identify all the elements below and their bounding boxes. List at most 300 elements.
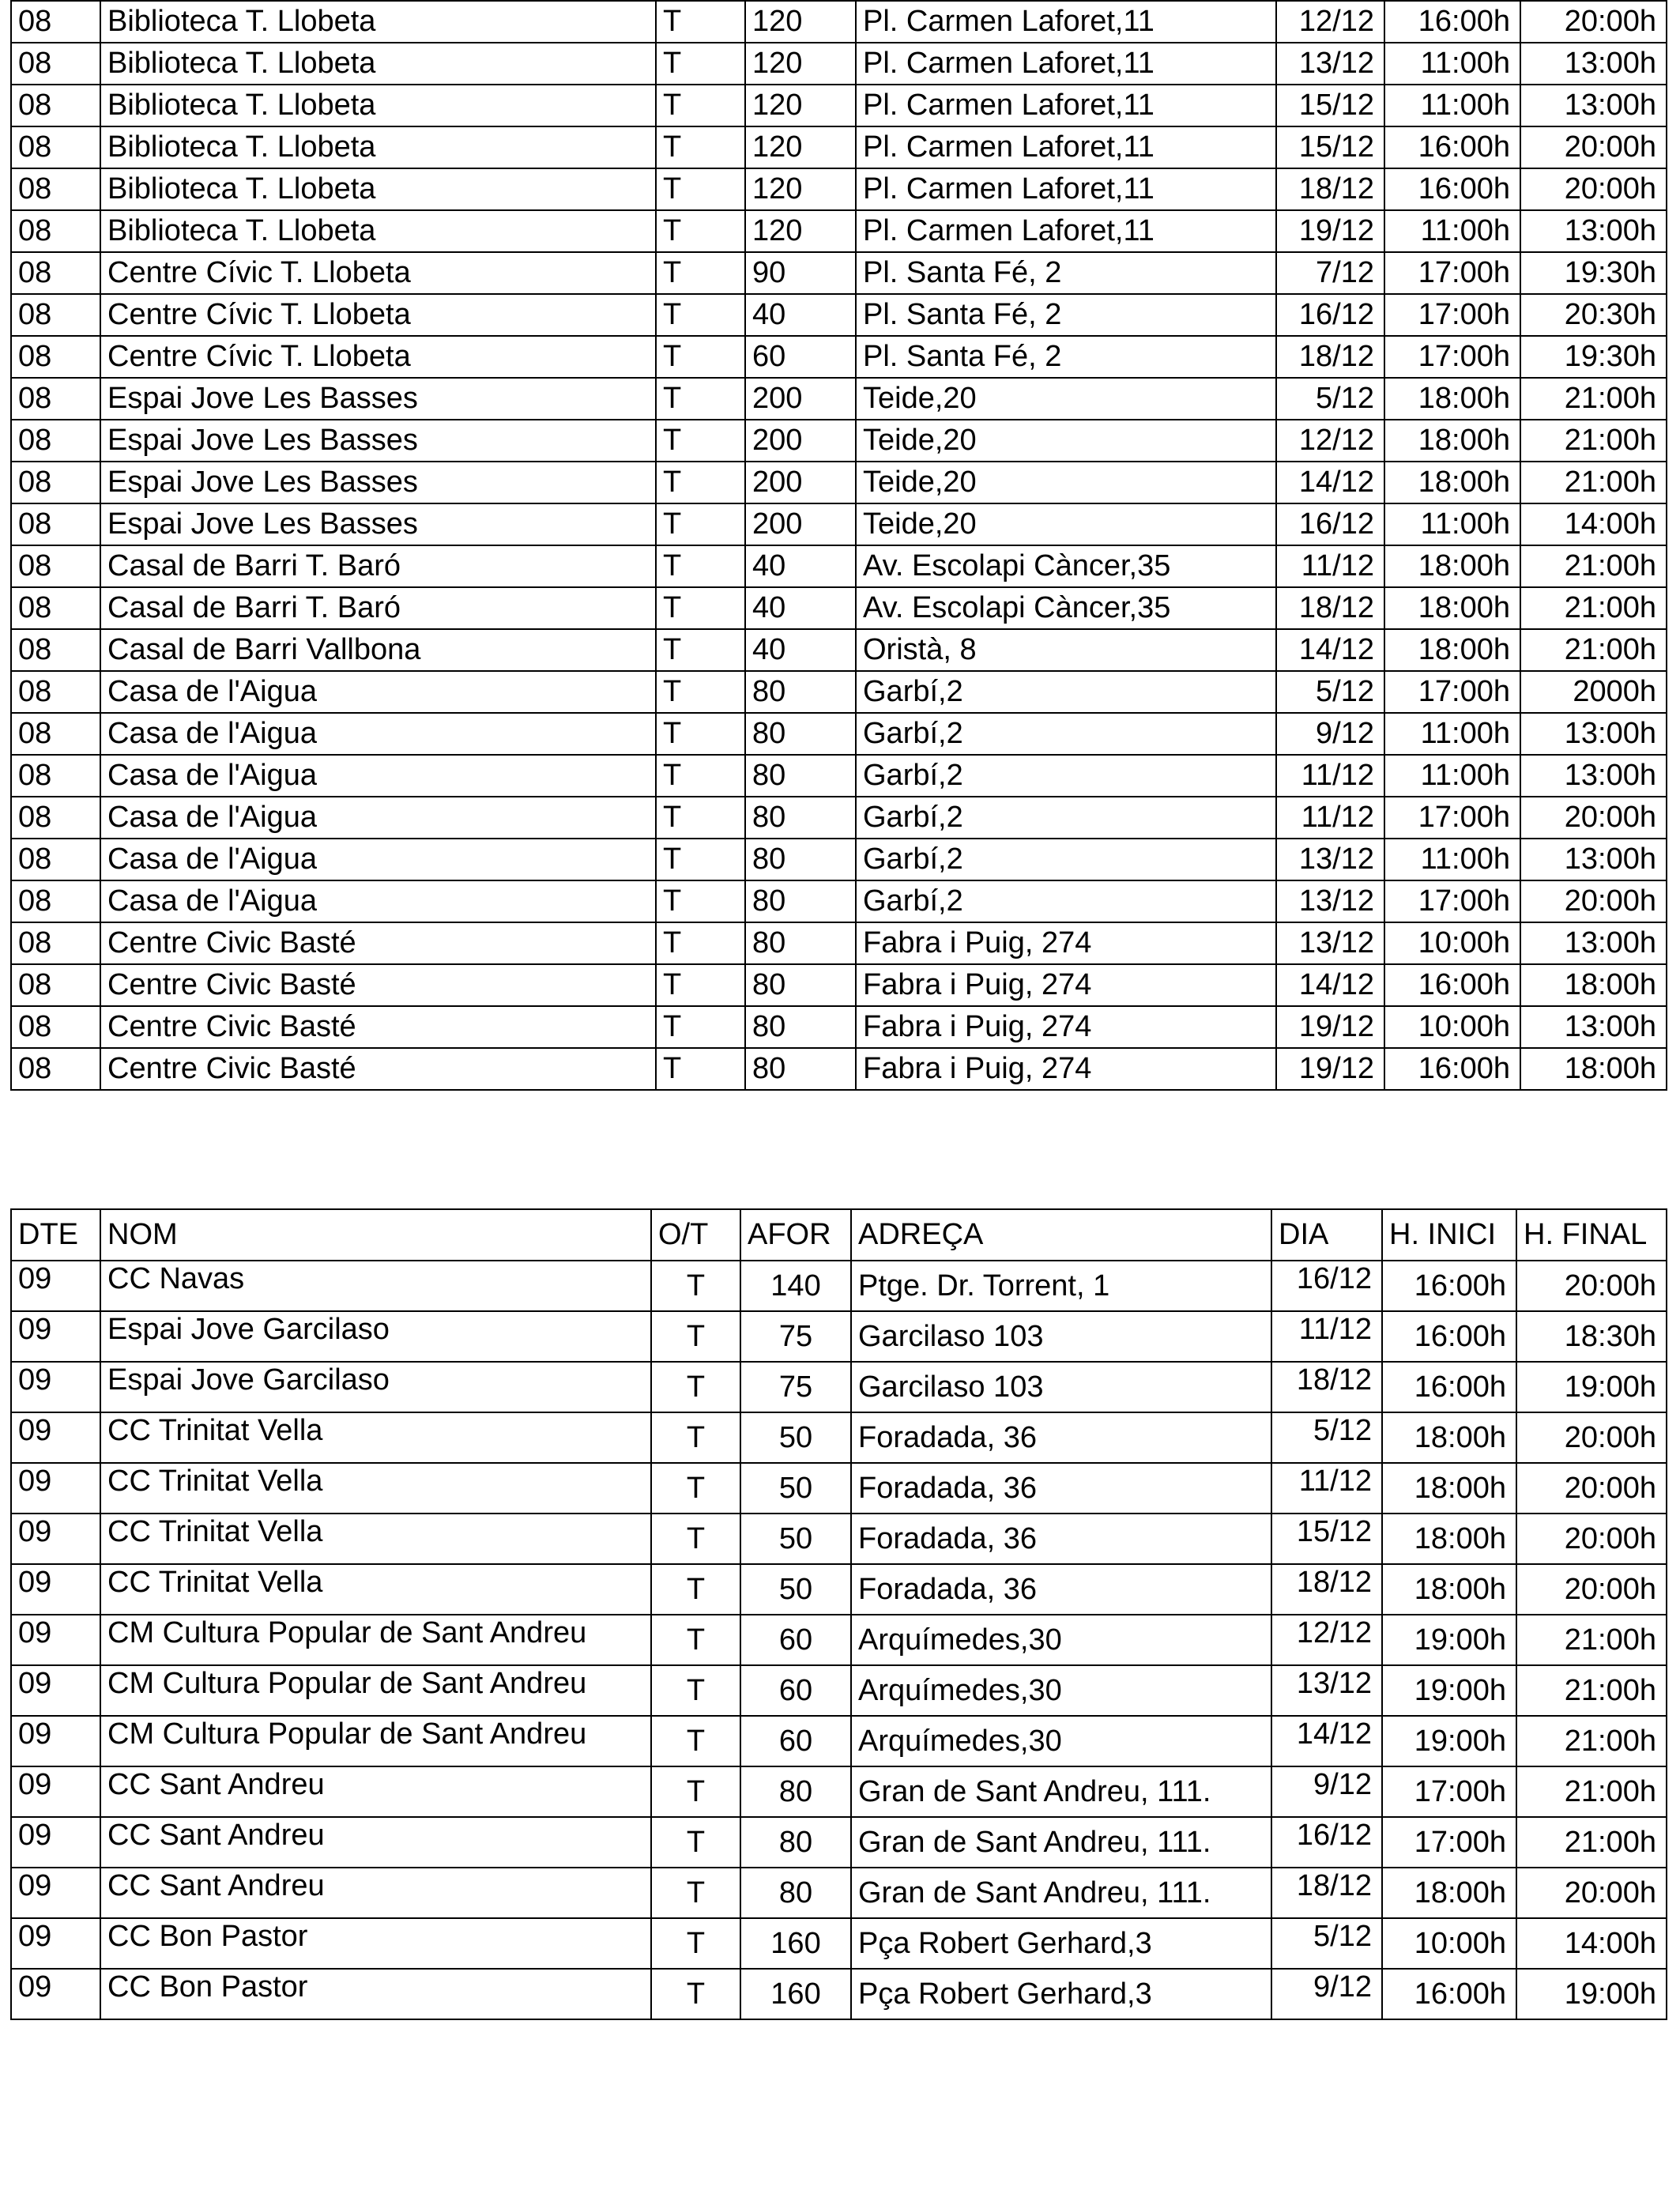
cell-adreca: Pça Robert Gerhard,3 (851, 1969, 1271, 2019)
cell-h-inici: 16:00h (1382, 1261, 1516, 1311)
cell-h-inici: 18:00h (1382, 1412, 1516, 1463)
cell-dte: 08 (11, 1048, 100, 1090)
cell-nom: Biblioteca T. Llobeta (100, 210, 656, 252)
cell-ot: T (651, 1412, 740, 1463)
cell-h-inici: 11:00h (1384, 503, 1520, 545)
table-row (11, 629, 1667, 671)
cell-afor: 75 (740, 1362, 851, 1412)
cell-h-final: 14:00h (1520, 503, 1667, 545)
cell-afor: 80 (740, 1817, 851, 1868)
cell-dia: 14/12 (1271, 1716, 1382, 1766)
cell-afor: 40 (745, 629, 856, 671)
cell-dia: 18/12 (1271, 1362, 1382, 1412)
cell-ot: T (656, 85, 745, 126)
cell-ot: T (651, 1564, 740, 1615)
cell-h-inici: 16:00h (1384, 168, 1520, 210)
cell-h-final: 19:30h (1520, 336, 1667, 378)
cell-dia: 19/12 (1276, 1006, 1384, 1048)
cell-afor: 80 (745, 964, 856, 1006)
cell-dte: 09 (11, 1615, 100, 1665)
cell-h-inici: 17:00h (1384, 294, 1520, 336)
cell-h-inici: 18:00h (1384, 629, 1520, 671)
cell-dte: 09 (11, 1261, 100, 1311)
cell-ot: T (656, 671, 745, 713)
cell-h-inici: 11:00h (1384, 839, 1520, 880)
cell-nom: Biblioteca T. Llobeta (100, 168, 656, 210)
table-row (11, 1048, 1667, 1090)
cell-dte: 09 (11, 1362, 100, 1412)
cell-adreca: Pl. Santa Fé, 2 (856, 336, 1276, 378)
cell-afor: 80 (745, 671, 856, 713)
cell-h-final: 20:30h (1520, 294, 1667, 336)
cell-adreca: Foradada, 36 (851, 1412, 1271, 1463)
cell-nom: Casa de l'Aigua (100, 880, 656, 922)
cell-nom: Espai Jove Les Basses (100, 420, 656, 462)
table-district-09 (10, 1208, 1667, 2020)
cell-afor: 50 (740, 1514, 851, 1564)
cell-ot: T (651, 1969, 740, 2019)
cell-ot: T (656, 964, 745, 1006)
cell-h-inici: 16:00h (1384, 964, 1520, 1006)
cell-nom: Casal de Barri T. Baró (100, 587, 656, 629)
cell-dia: 13/12 (1276, 922, 1384, 964)
table-row (11, 503, 1667, 545)
cell-adreca: Garbí,2 (856, 713, 1276, 755)
cell-nom: Casa de l'Aigua (100, 713, 656, 755)
cell-h-final: 21:00h (1516, 1817, 1667, 1868)
cell-h-final: 21:00h (1516, 1615, 1667, 1665)
cell-dte: 08 (11, 797, 100, 839)
cell-dte: 09 (11, 1564, 100, 1615)
cell-h-final: 18:00h (1520, 1048, 1667, 1090)
cell-h-inici: 18:00h (1382, 1463, 1516, 1514)
cell-ot: T (651, 1261, 740, 1311)
cell-adreca: Garcilaso 103 (851, 1311, 1271, 1362)
cell-h-inici: 16:00h (1382, 1311, 1516, 1362)
cell-nom: CC Trinitat Vella (100, 1564, 651, 1615)
table-row (11, 1, 1667, 43)
cell-dia: 13/12 (1276, 880, 1384, 922)
cell-nom: Casal de Barri Vallbona (100, 629, 656, 671)
cell-nom: Casa de l'Aigua (100, 671, 656, 713)
cell-afor: 120 (745, 126, 856, 168)
cell-adreca: Garbí,2 (856, 839, 1276, 880)
cell-adreca: Oristà, 8 (856, 629, 1276, 671)
cell-h-inici: 11:00h (1384, 210, 1520, 252)
cell-nom: Centre Cívic T. Llobeta (100, 294, 656, 336)
cell-dte: 08 (11, 713, 100, 755)
table-row (11, 964, 1667, 1006)
cell-dia: 13/12 (1276, 43, 1384, 85)
cell-h-inici: 17:00h (1384, 671, 1520, 713)
cell-dia: 11/12 (1276, 755, 1384, 797)
cell-dia: 11/12 (1276, 797, 1384, 839)
cell-h-inici: 11:00h (1384, 85, 1520, 126)
cell-ot: T (651, 1362, 740, 1412)
cell-nom: Casa de l'Aigua (100, 797, 656, 839)
cell-dte: 08 (11, 294, 100, 336)
cell-dte: 08 (11, 336, 100, 378)
cell-dia: 5/12 (1271, 1918, 1382, 1969)
cell-afor: 200 (745, 420, 856, 462)
cell-h-inici: 16:00h (1382, 1969, 1516, 2019)
cell-nom: CC Bon Pastor (100, 1918, 651, 1969)
cell-h-final: 21:00h (1516, 1716, 1667, 1766)
cell-ot: T (656, 168, 745, 210)
cell-afor: 80 (745, 880, 856, 922)
cell-h-inici: 18:00h (1384, 545, 1520, 587)
cell-dte: 08 (11, 168, 100, 210)
header-ot: O/T (651, 1209, 740, 1261)
cell-afor: 120 (745, 43, 856, 85)
cell-h-inici: 19:00h (1382, 1615, 1516, 1665)
cell-dte: 09 (11, 1817, 100, 1868)
cell-dte: 08 (11, 378, 100, 420)
cell-h-final: 13:00h (1520, 210, 1667, 252)
table-row (11, 43, 1667, 85)
cell-dte: 09 (11, 1514, 100, 1564)
cell-ot: T (651, 1766, 740, 1817)
cell-dia: 18/12 (1271, 1564, 1382, 1615)
cell-nom: CC Trinitat Vella (100, 1412, 651, 1463)
cell-ot: T (656, 503, 745, 545)
cell-h-final: 21:00h (1520, 420, 1667, 462)
cell-nom: Centre Civic Basté (100, 1048, 656, 1090)
table-row (11, 713, 1667, 755)
table-row (11, 378, 1667, 420)
cell-nom: Espai Jove Les Basses (100, 503, 656, 545)
cell-adreca: Pl. Santa Fé, 2 (856, 294, 1276, 336)
cell-h-inici: 11:00h (1384, 713, 1520, 755)
table-row (11, 1766, 1667, 1817)
cell-dia: 5/12 (1271, 1412, 1382, 1463)
cell-nom: Centre Civic Basté (100, 922, 656, 964)
cell-afor: 140 (740, 1261, 851, 1311)
cell-adreca: Foradada, 36 (851, 1463, 1271, 1514)
header-h-final: H. FINAL (1516, 1209, 1667, 1261)
table-row (11, 1261, 1667, 1311)
cell-dte: 09 (11, 1665, 100, 1716)
cell-h-inici: 10:00h (1384, 922, 1520, 964)
cell-dia: 18/12 (1276, 587, 1384, 629)
cell-ot: T (656, 755, 745, 797)
cell-h-inici: 17:00h (1384, 252, 1520, 294)
cell-ot: T (656, 545, 745, 587)
cell-afor: 40 (745, 587, 856, 629)
table-row (11, 1412, 1667, 1463)
table-district-08 (10, 0, 1667, 1091)
cell-h-inici: 19:00h (1382, 1665, 1516, 1716)
cell-nom: Biblioteca T. Llobeta (100, 1, 656, 43)
cell-nom: Casa de l'Aigua (100, 755, 656, 797)
cell-nom: Espai Jove Garcilaso (100, 1311, 651, 1362)
cell-nom: CC Sant Andreu (100, 1817, 651, 1868)
cell-adreca: Teide,20 (856, 503, 1276, 545)
cell-dte: 08 (11, 922, 100, 964)
cell-nom: CC Trinitat Vella (100, 1463, 651, 1514)
cell-ot: T (651, 1817, 740, 1868)
cell-h-final: 19:00h (1516, 1362, 1667, 1412)
cell-h-final: 21:00h (1520, 587, 1667, 629)
cell-ot: T (656, 922, 745, 964)
cell-afor: 90 (745, 252, 856, 294)
cell-nom: Centre Cívic T. Llobeta (100, 252, 656, 294)
cell-nom: Casal de Barri T. Baró (100, 545, 656, 587)
cell-h-final: 20:00h (1516, 1564, 1667, 1615)
cell-h-final: 20:00h (1520, 168, 1667, 210)
cell-h-inici: 16:00h (1382, 1362, 1516, 1412)
cell-afor: 60 (740, 1665, 851, 1716)
cell-nom: Centre Civic Basté (100, 964, 656, 1006)
cell-dia: 13/12 (1271, 1665, 1382, 1716)
cell-h-final: 21:00h (1520, 629, 1667, 671)
header-h-inici: H. INICI (1382, 1209, 1516, 1261)
cell-dia: 13/12 (1276, 839, 1384, 880)
cell-nom: Espai Jove Les Basses (100, 462, 656, 503)
cell-adreca: Pl. Carmen Laforet,11 (856, 1, 1276, 43)
cell-dte: 08 (11, 462, 100, 503)
table-row (11, 587, 1667, 629)
table-row (11, 85, 1667, 126)
cell-adreca: Teide,20 (856, 378, 1276, 420)
header-afor: AFOR (740, 1209, 851, 1261)
cell-nom: Biblioteca T. Llobeta (100, 126, 656, 168)
cell-h-final: 18:30h (1516, 1311, 1667, 1362)
table-row (11, 922, 1667, 964)
cell-h-inici: 18:00h (1384, 378, 1520, 420)
cell-h-final: 13:00h (1520, 1006, 1667, 1048)
cell-h-inici: 17:00h (1384, 797, 1520, 839)
table-row (11, 1006, 1667, 1048)
table-row (11, 1868, 1667, 1918)
cell-h-inici: 11:00h (1384, 43, 1520, 85)
table-row (11, 797, 1667, 839)
cell-adreca: Pl. Santa Fé, 2 (856, 252, 1276, 294)
table-row (11, 1615, 1667, 1665)
cell-ot: T (651, 1918, 740, 1969)
cell-adreca: Garbí,2 (856, 797, 1276, 839)
cell-ot: T (656, 1, 745, 43)
table-row (11, 1716, 1667, 1766)
cell-nom: Biblioteca T. Llobeta (100, 85, 656, 126)
cell-afor: 200 (745, 462, 856, 503)
cell-h-inici: 16:00h (1384, 1, 1520, 43)
cell-afor: 80 (745, 1048, 856, 1090)
cell-adreca: Gran de Sant Andreu, 111. (851, 1817, 1271, 1868)
cell-h-final: 20:00h (1520, 797, 1667, 839)
cell-dte: 08 (11, 43, 100, 85)
cell-afor: 80 (745, 713, 856, 755)
cell-afor: 50 (740, 1564, 851, 1615)
cell-dia: 14/12 (1276, 629, 1384, 671)
table-row (11, 126, 1667, 168)
cell-dia: 14/12 (1276, 964, 1384, 1006)
cell-dia: 16/12 (1276, 503, 1384, 545)
cell-adreca: Gran de Sant Andreu, 111. (851, 1766, 1271, 1817)
cell-nom: CC Sant Andreu (100, 1766, 651, 1817)
table-row (11, 168, 1667, 210)
cell-afor: 200 (745, 503, 856, 545)
cell-dia: 9/12 (1271, 1969, 1382, 2019)
cell-dte: 09 (11, 1412, 100, 1463)
cell-afor: 50 (740, 1463, 851, 1514)
cell-h-final: 18:00h (1520, 964, 1667, 1006)
cell-h-final: 13:00h (1520, 839, 1667, 880)
cell-afor: 40 (745, 294, 856, 336)
header-adreca: ADREÇA (851, 1209, 1271, 1261)
cell-ot: T (656, 1006, 745, 1048)
cell-afor: 80 (745, 1006, 856, 1048)
cell-h-inici: 18:00h (1384, 420, 1520, 462)
cell-ot: T (651, 1514, 740, 1564)
cell-dte: 08 (11, 671, 100, 713)
cell-dia: 16/12 (1271, 1261, 1382, 1311)
cell-ot: T (651, 1665, 740, 1716)
cell-nom: Biblioteca T. Llobeta (100, 43, 656, 85)
cell-h-final: 21:00h (1520, 378, 1667, 420)
cell-dte: 09 (11, 1766, 100, 1817)
table-row (11, 1564, 1667, 1615)
cell-afor: 60 (740, 1615, 851, 1665)
cell-afor: 160 (740, 1969, 851, 2019)
table-row (11, 880, 1667, 922)
cell-ot: T (656, 336, 745, 378)
cell-afor: 80 (745, 755, 856, 797)
cell-h-final: 21:00h (1516, 1665, 1667, 1716)
cell-adreca: Garbí,2 (856, 880, 1276, 922)
cell-dia: 12/12 (1276, 1, 1384, 43)
cell-adreca: Fabra i Puig, 274 (856, 1048, 1276, 1090)
cell-adreca: Garbí,2 (856, 671, 1276, 713)
cell-adreca: Arquímedes,30 (851, 1615, 1271, 1665)
cell-dte: 08 (11, 252, 100, 294)
cell-adreca: Pl. Carmen Laforet,11 (856, 85, 1276, 126)
cell-dte: 09 (11, 1311, 100, 1362)
table-row (11, 671, 1667, 713)
cell-h-final: 20:00h (1520, 1, 1667, 43)
cell-dia: 5/12 (1276, 378, 1384, 420)
cell-dia: 18/12 (1271, 1868, 1382, 1918)
cell-ot: T (651, 1615, 740, 1665)
cell-ot: T (656, 378, 745, 420)
cell-ot: T (651, 1868, 740, 1918)
table-row (11, 545, 1667, 587)
table-row (11, 1311, 1667, 1362)
cell-dte: 09 (11, 1463, 100, 1514)
cell-dia: 18/12 (1276, 168, 1384, 210)
cell-afor: 50 (740, 1412, 851, 1463)
cell-h-inici: 17:00h (1382, 1766, 1516, 1817)
cell-dia: 16/12 (1276, 294, 1384, 336)
cell-h-inici: 18:00h (1384, 587, 1520, 629)
cell-h-inici: 16:00h (1384, 1048, 1520, 1090)
cell-dia: 18/12 (1276, 336, 1384, 378)
cell-ot: T (651, 1716, 740, 1766)
cell-afor: 120 (745, 210, 856, 252)
cell-dte: 08 (11, 587, 100, 629)
cell-h-final: 13:00h (1520, 922, 1667, 964)
cell-dia: 19/12 (1276, 210, 1384, 252)
cell-h-final: 19:00h (1516, 1969, 1667, 2019)
cell-h-inici: 10:00h (1384, 1006, 1520, 1048)
cell-nom: CC Bon Pastor (100, 1969, 651, 2019)
cell-nom: CM Cultura Popular de Sant Andreu (100, 1716, 651, 1766)
cell-dte: 08 (11, 1006, 100, 1048)
cell-h-inici: 18:00h (1382, 1564, 1516, 1615)
cell-h-inici: 17:00h (1384, 880, 1520, 922)
cell-ot: T (656, 797, 745, 839)
cell-h-final: 21:00h (1520, 462, 1667, 503)
cell-dte: 09 (11, 1868, 100, 1918)
cell-afor: 80 (745, 797, 856, 839)
cell-adreca: Fabra i Puig, 274 (856, 964, 1276, 1006)
cell-nom: Centre Civic Basté (100, 1006, 656, 1048)
cell-nom: CC Trinitat Vella (100, 1514, 651, 1564)
cell-h-final: 2000h (1520, 671, 1667, 713)
cell-ot: T (656, 126, 745, 168)
cell-nom: Casa de l'Aigua (100, 839, 656, 880)
cell-h-inici: 19:00h (1382, 1716, 1516, 1766)
cell-dia: 19/12 (1276, 1048, 1384, 1090)
cell-afor: 120 (745, 1, 856, 43)
cell-dia: 12/12 (1271, 1615, 1382, 1665)
cell-h-inici: 18:00h (1382, 1514, 1516, 1564)
cell-h-final: 20:00h (1516, 1412, 1667, 1463)
cell-adreca: Av. Escolapi Càncer,35 (856, 587, 1276, 629)
cell-h-inici: 16:00h (1384, 126, 1520, 168)
cell-ot: T (656, 420, 745, 462)
table-row (11, 755, 1667, 797)
table-row (11, 1918, 1667, 1969)
cell-h-final: 20:00h (1516, 1514, 1667, 1564)
cell-ot: T (651, 1463, 740, 1514)
cell-ot: T (656, 880, 745, 922)
cell-afor: 60 (740, 1716, 851, 1766)
cell-h-final: 19:30h (1520, 252, 1667, 294)
cell-dte: 08 (11, 880, 100, 922)
cell-ot: T (656, 1048, 745, 1090)
cell-h-final: 20:00h (1520, 126, 1667, 168)
cell-adreca: Av. Escolapi Càncer,35 (856, 545, 1276, 587)
cell-nom: Espai Jove Garcilaso (100, 1362, 651, 1412)
cell-dia: 15/12 (1276, 85, 1384, 126)
header-nom: NOM (100, 1209, 651, 1261)
cell-adreca: Fabra i Puig, 274 (856, 922, 1276, 964)
cell-dte: 09 (11, 1969, 100, 2019)
cell-dte: 08 (11, 420, 100, 462)
cell-h-inici: 17:00h (1384, 336, 1520, 378)
cell-afor: 80 (745, 839, 856, 880)
cell-adreca: Pl. Carmen Laforet,11 (856, 43, 1276, 85)
cell-dte: 08 (11, 964, 100, 1006)
table-header-row (11, 1209, 1667, 1261)
cell-adreca: Foradada, 36 (851, 1564, 1271, 1615)
cell-dte: 09 (11, 1918, 100, 1969)
cell-ot: T (651, 1311, 740, 1362)
cell-dia: 14/12 (1276, 462, 1384, 503)
cell-h-final: 13:00h (1520, 43, 1667, 85)
cell-nom: CC Sant Andreu (100, 1868, 651, 1918)
cell-ot: T (656, 210, 745, 252)
cell-dte: 09 (11, 1716, 100, 1766)
cell-adreca: Pl. Carmen Laforet,11 (856, 210, 1276, 252)
table-row (11, 1665, 1667, 1716)
cell-dia: 16/12 (1271, 1817, 1382, 1868)
cell-adreca: Pça Robert Gerhard,3 (851, 1918, 1271, 1969)
cell-h-final: 21:00h (1516, 1766, 1667, 1817)
cell-h-final: 14:00h (1516, 1918, 1667, 1969)
table-row (11, 252, 1667, 294)
